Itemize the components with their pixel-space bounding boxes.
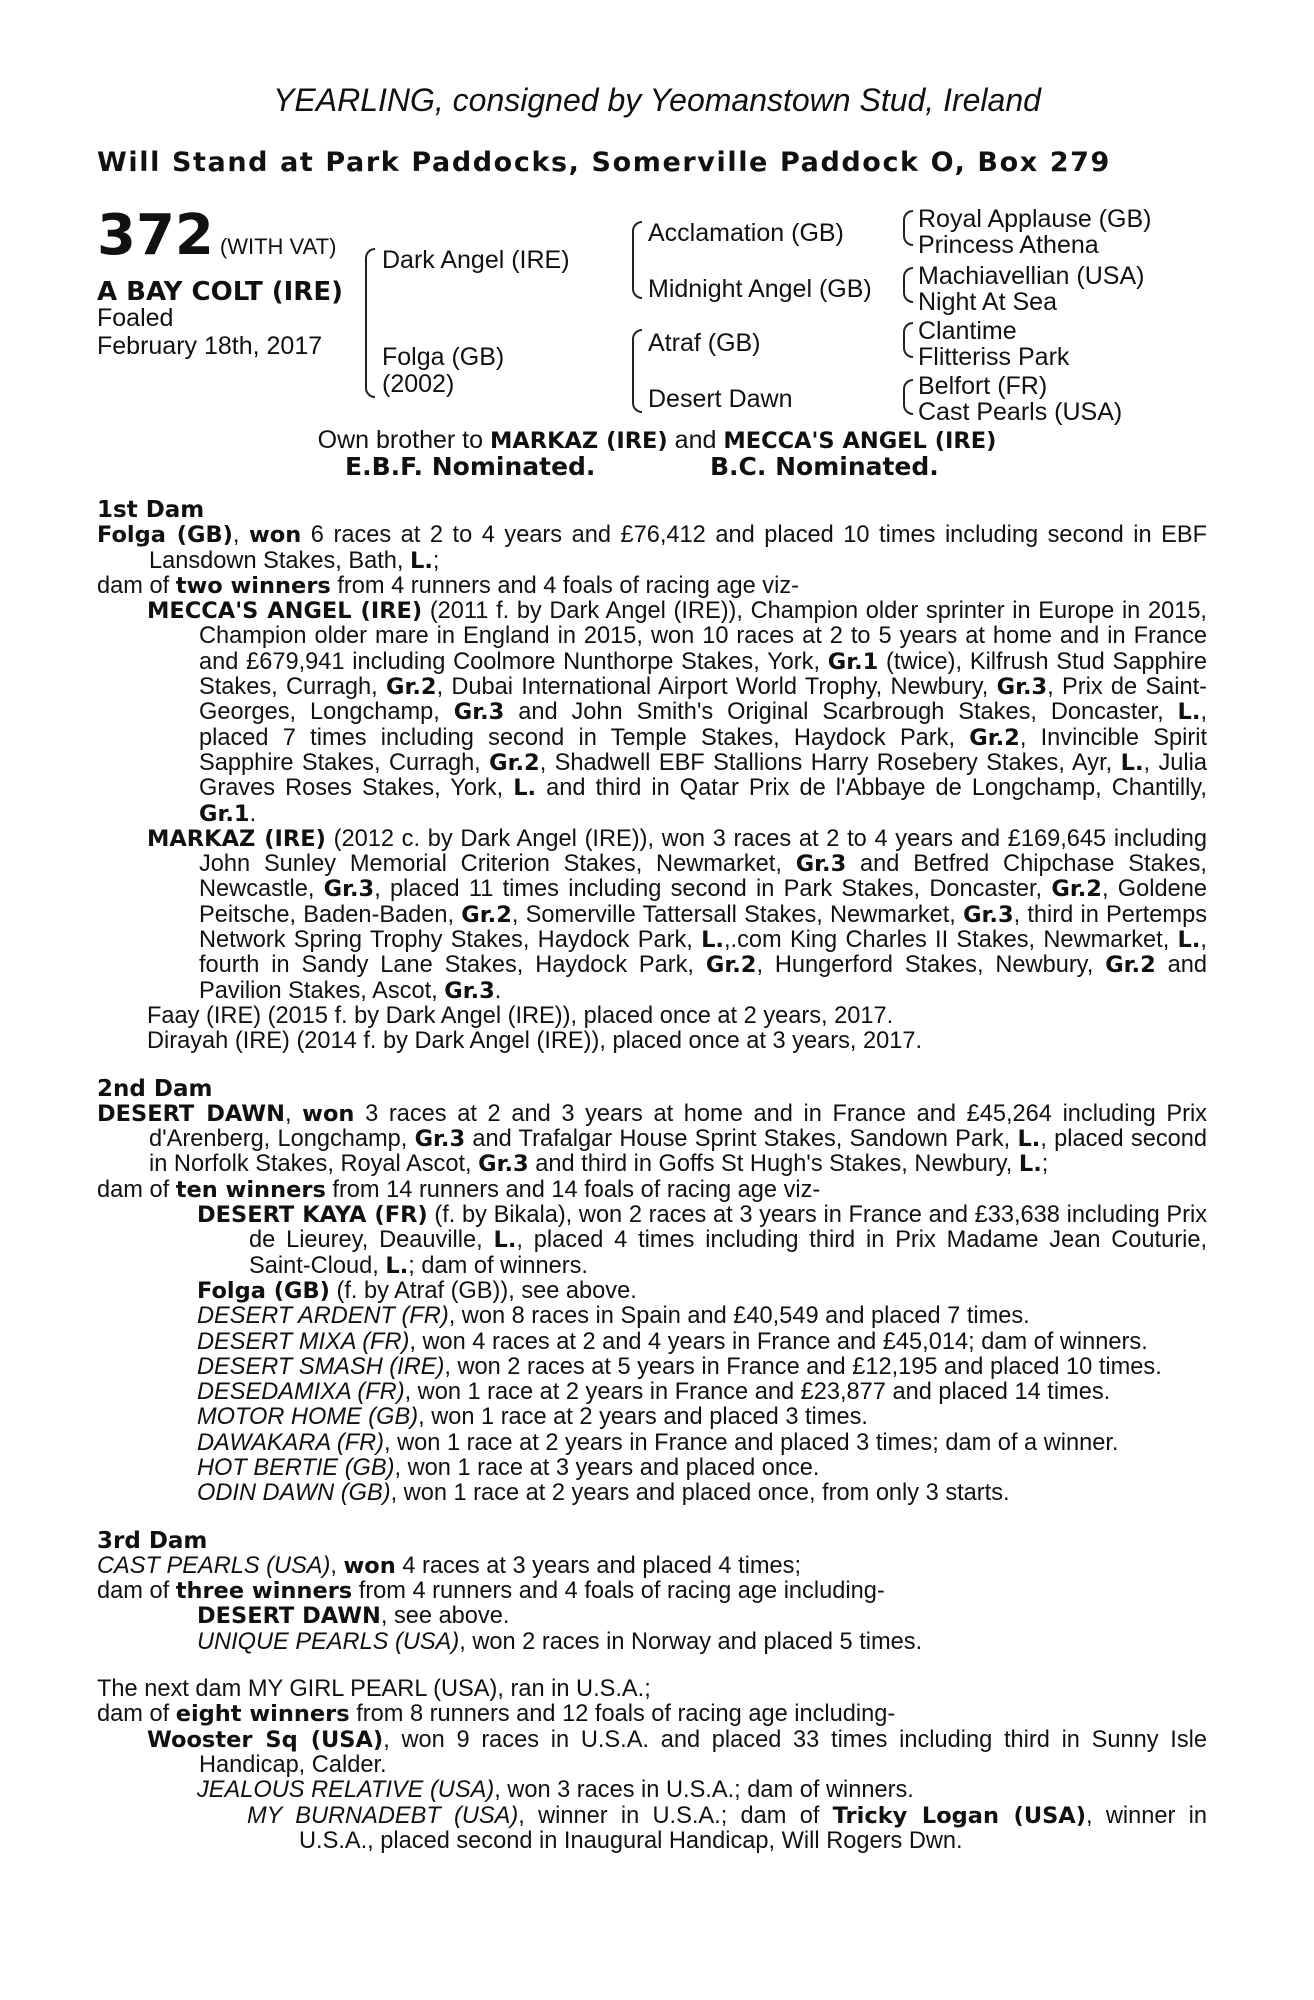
pedigree-dam-year: (2002) <box>382 370 455 398</box>
pedigree-brace-4 <box>903 210 913 246</box>
pedigree-ssd: Princess Athena <box>918 231 1099 259</box>
lot-description: A BAY COLT (IRE) <box>97 277 343 307</box>
first-dam-entry: Folga (GB), won 6 races at 2 to 4 years and £76,412 and placed 10 times including second in EBF Lansdown Stakes, Bath, L.; <box>97 522 1207 574</box>
pedigree-brace-3 <box>632 329 642 413</box>
second-dam-entry: DESERT DAWN, won 3 races at 2 and 3 years at home and in France and £45,264 including Prix d'Arenberg, Longchamp, Gr.3 and Trafalgar House Sprint Stakes, Sandown Park, L., placed second in Norfolk Stakes, Royal Ascot, Gr.3 and third in Goffs St Hugh's Stakes, Newbury, L.; <box>97 1100 1207 1178</box>
pedigree-dd: Desert Dawn <box>648 385 793 413</box>
produce-desert-smash: DESERT SMASH (IRE), won 2 races at 5 years in France and £12,195 and placed 10 times. <box>197 1353 1162 1380</box>
brother-meccas-angel: MECCA'S ANGEL (IRE) <box>723 428 997 454</box>
pedigree-brace-7 <box>903 379 913 415</box>
produce-dawakara: DAWAKARA (FR), won 1 race at 2 years in France and placed 3 times; dam of a winner. <box>197 1429 1119 1456</box>
pedigree-sd: Midnight Angel (GB) <box>648 275 872 303</box>
second-dam-produce-summary: dam of ten winners from 14 runners and 14 foals of racing age viz- <box>97 1176 821 1203</box>
produce-my-burnadebt: MY BURNADEBT (USA), winner in U.S.A.; dam of Tricky Logan (USA), winner in U.S.A., placed second in Inaugural Handicap, Will Rogers Dwn. <box>247 1802 1207 1854</box>
lot-number: 372 <box>97 203 214 268</box>
brother-prefix: Own brother to <box>317 426 483 454</box>
pedigree-brace-2 <box>632 221 642 299</box>
pedigree-brace-5 <box>903 267 913 303</box>
produce-desert-kaya: DESERT KAYA (FR) (f. by Bikala), won 2 races at 3 years in France and £33,638 including Prix de Lieurey, Deauville, L., placed 4 times including third in Prix Madame Jean Couturie, Saint-Cloud, L.; dam of winners. <box>197 1202 1207 1279</box>
pedigree-sdd: Night At Sea <box>918 288 1057 316</box>
foaled-label: Foaled <box>97 304 174 332</box>
pedigree-dss: Clantime <box>918 317 1017 345</box>
produce-unique-pearls: UNIQUE PEARLS (USA), won 2 races in Norway and placed 5 times. <box>197 1628 923 1655</box>
first-dam-heading: 1st Dam <box>97 497 205 523</box>
third-dam-produce-summary: dam of three winners from 4 runners and 4 foals of racing age including- <box>97 1578 885 1605</box>
ebf-nominated: E.B.F. Nominated. <box>345 452 596 481</box>
produce-desert-ardent: DESERT ARDENT (FR), won 8 races in Spain and £40,549 and placed 7 times. <box>197 1303 1030 1330</box>
own-brother-line <box>0 426 1314 455</box>
produce-meccas-angel: MECCA'S ANGEL (IRE) (2011 f. by Dark Angel (IRE)), Champion older sprinter in Europe in 2015, Champion older mare in England in 2015, won 10 races at 2 to 5 years at home and in France and £679,941 including Coolmore Nunthorpe Stakes, York, Gr.1 (twice), Kilfrush Stud Sapphire Stakes, Curragh, Gr.2, Dubai International Airport World Trophy, Newbury, Gr.3, Prix de Saint-Georges, Longchamp, Gr.3 and John Smith's Original Scarbrough Stakes, Doncaster, L., placed 7 times including second in Temple Stakes, Haydock Park, Gr.2, Invincible Spirit Sapphire Stakes, Curragh, Gr.2, Shadwell EBF Stallions Harry Rosebery Stakes, Ayr, L., Julia Graves Roses Stakes, York, L. and third in Qatar Prix de l'Abbaye de Longchamp, Chantilly, Gr.1. <box>147 598 1207 827</box>
pedigree-brace-6 <box>903 322 913 358</box>
catalogue-body <box>97 498 1207 1854</box>
third-dam-heading: 3rd Dam <box>97 1527 208 1554</box>
produce-jealous-relative: JEALOUS RELATIVE (USA), won 3 races in U.S.A.; dam of winners. <box>197 1777 914 1804</box>
produce-faay: Faay (IRE) (2015 f. by Dark Angel (IRE)), placed once at 2 years, 2017. <box>147 1002 894 1029</box>
pedigree-dsd: Flitteriss Park <box>918 343 1070 371</box>
produce-odin-dawn: ODIN DAWN (GB), won 1 race at 2 years and placed once, from only 3 starts. <box>197 1480 1010 1507</box>
foaled-date: February 18th, 2017 <box>97 332 323 360</box>
produce-wooster-sq: Wooster Sq (USA), won 9 races in U.S.A. and placed 33 times including third in Sunny Isle Handicap, Calder. <box>147 1726 1207 1778</box>
produce-markaz: MARKAZ (IRE) (2012 c. by Dark Angel (IRE)), won 3 races at 2 to 4 years and £169,645 including John Sunley Memorial Criterion Stakes, Newmarket, Gr.3 and Betfred Chipchase Stakes, Newcastle, Gr.3, placed 11 times including second in Park Stakes, Doncaster, Gr.2, Goldene Peitsche, Baden-Baden, Gr.2, Somerville Tattersall Stakes, Newmarket, Gr.3, third in Pertemps Network Spring Trophy Stakes, Haydock Park, L.,.com King Charles II Stakes, Newmarket, L., fourth in Sandy Lane Stakes, Haydock Park, Gr.2, Hungerford Stakes, Newbury, Gr.2 and Pavilion Stakes, Ascot, Gr.3. <box>147 825 1208 1004</box>
produce-motor-home: MOTOR HOME (GB), won 1 race at 2 years and placed 3 times. <box>197 1404 868 1431</box>
brother-and: and <box>674 426 717 454</box>
pedigree-brace-1 <box>365 248 375 398</box>
vat-label: (WITH VAT) <box>219 234 337 259</box>
pedigree-ss: Acclamation (GB) <box>648 219 844 247</box>
bc-nominated: B.C. Nominated. <box>710 452 939 481</box>
pedigree-dds: Belfort (FR) <box>918 372 1048 400</box>
stand-location: Will Stand at Park Paddocks, Somerville Paddock O, Box 279 <box>97 147 1111 178</box>
produce-hot-bertie: HOT BERTIE (GB), won 1 race at 3 years and placed once. <box>197 1454 820 1481</box>
produce-dirayah: Dirayah (IRE) (2014 f. by Dark Angel (IRE)), placed once at 3 years, 2017. <box>147 1028 923 1055</box>
next-dam-produce-summary: dam of eight winners from 8 runners and 12 foals of racing age including- <box>97 1701 896 1728</box>
third-dam-entry: CAST PEARLS (USA), won 4 races at 3 years and placed 4 times; <box>97 1552 802 1579</box>
produce-desedamixa: DESEDAMIXA (FR), won 1 race at 2 years in France and £23,877 and placed 14 times. <box>197 1379 1111 1406</box>
first-dam-produce-summary: dam of two winners from 4 runners and 4 foals of racing age viz- <box>97 572 799 599</box>
lot-number-block <box>97 203 336 268</box>
produce-desert-mixa: DESERT MIXA (FR), won 4 races at 2 and 4 years in France and £45,014; dam of winners. <box>197 1328 1148 1355</box>
pedigree-sds: Machiavellian (USA) <box>918 262 1145 290</box>
pedigree-ds: Atraf (GB) <box>648 329 761 357</box>
produce-desert-dawn: DESERT DAWN, see above. <box>197 1603 510 1630</box>
consignment-line: YEARLING, consigned by Yeomanstown Stud, Ireland <box>273 82 1041 118</box>
pedigree-ddd: Cast Pearls (USA) <box>918 398 1123 426</box>
brother-markaz: MARKAZ (IRE) <box>489 428 668 454</box>
next-dam-entry: The next dam MY GIRL PEARL (USA), ran in U.S.A.; <box>97 1676 651 1703</box>
second-dam-heading: 2nd Dam <box>97 1075 213 1102</box>
pedigree-sss: Royal Applause (GB) <box>918 205 1152 233</box>
produce-folga: Folga (GB) (f. by Atraf (GB)), see above. <box>197 1277 637 1304</box>
pedigree-sire: Dark Angel (IRE) <box>382 246 570 274</box>
pedigree-dam: Folga (GB) <box>382 343 505 371</box>
